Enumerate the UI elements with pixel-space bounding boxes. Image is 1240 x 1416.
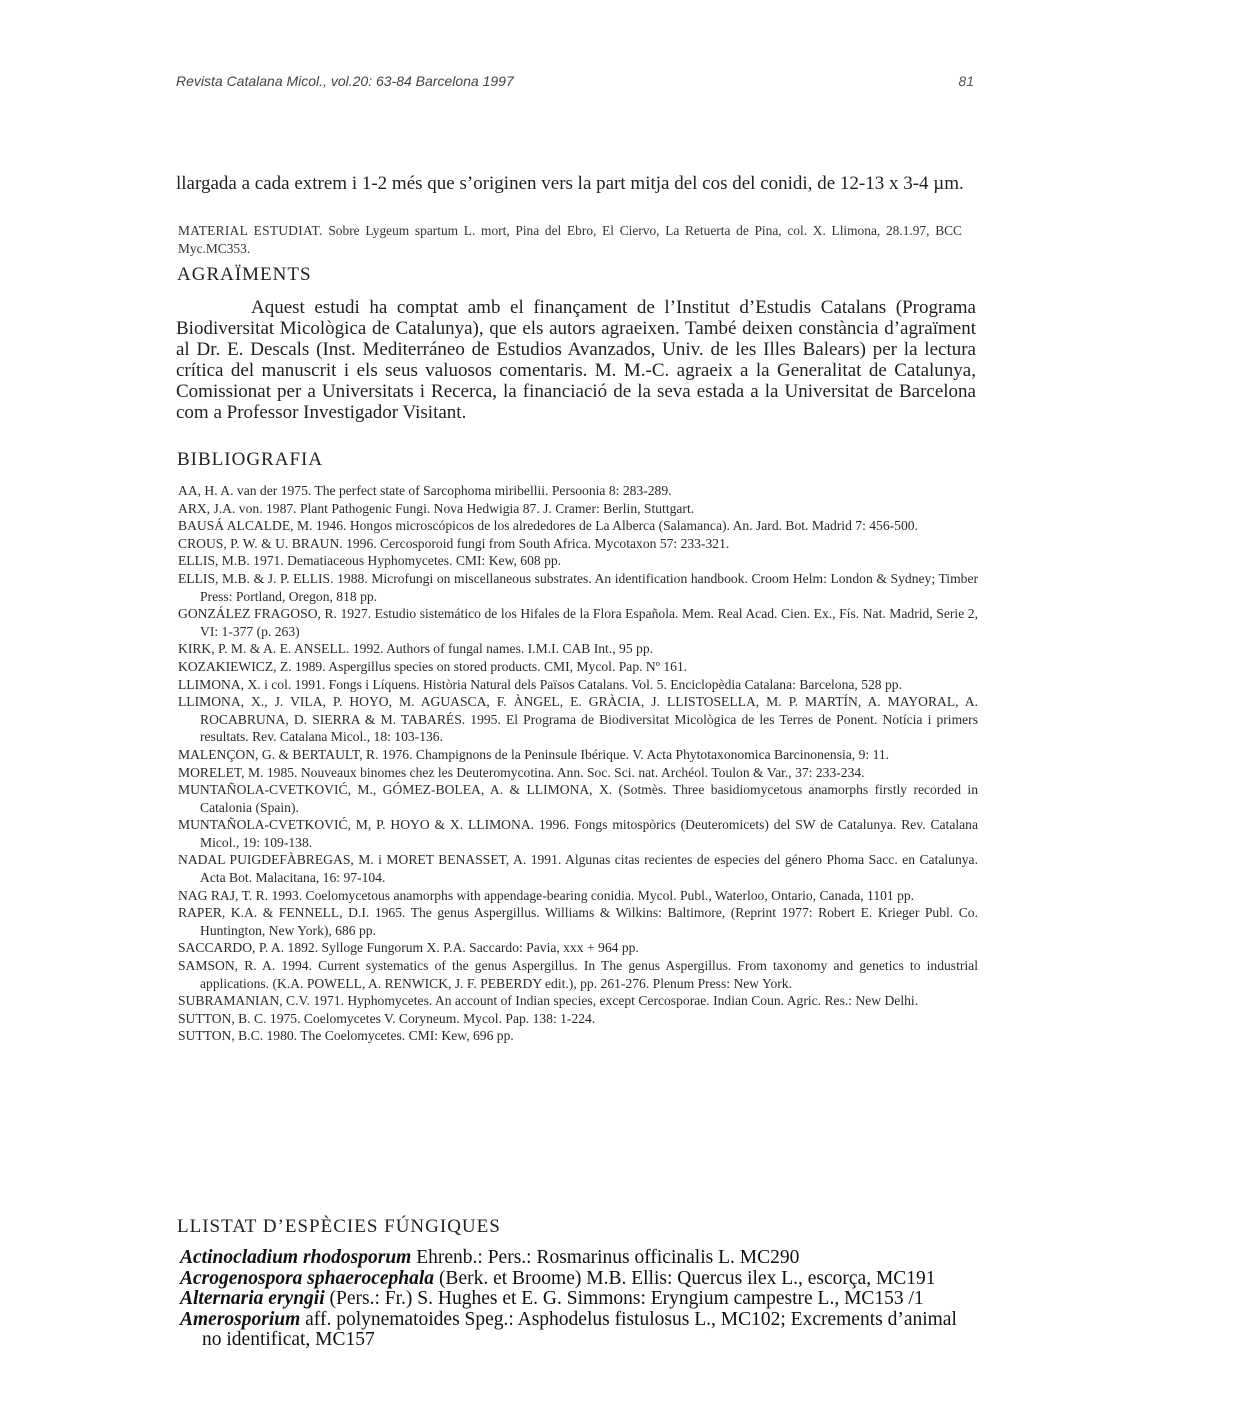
species-name: Alternaria eryngii <box>180 1288 325 1309</box>
acknowledgements-paragraph: Aquest estudi ha comptat amb el finançament de l’Institut d’Estudis Catalans (Programa Biodiversitat Micològica de Catalunya), que els autors agraeixen. També deixen constància d’agraïment al Dr. E. Descals (Inst. Mediterráneo de Estudios Avanzados, Univ. de les Illes Balears) per la lectura crítica del manuscrit i els seus valuosos comentaris. M. M.-C. agraeix a la Generalitat de Catalunya, Comissionat per a Universitats i Recerca, la financiació de la seva estada a la Universitat de Barcelona com a Professor Investigador Visitant. <box>176 297 976 423</box>
bibliography-entry: SAMSON, R. A. 1994. Current systematics of the genus Aspergillus. In The genus Aspergillus. From taxonomy and genetics to industrial applications. (K.A. POWELL, A. RENWICK, J. F. PEBERDY edit.), pp. 261-276. Plenum Press: New York. <box>178 958 978 991</box>
intro-paragraph: llargada a cada extrem i 1-2 més que s’originen vers la part mitja del cos del conidi, de 12-13 x 3-4 µm. <box>176 173 964 194</box>
species-details: (Pers.: Fr.) S. Hughes et E. G. Simmons: Eryngium campestre L., MC153 /1 <box>324 1288 924 1309</box>
species-details: (Berk. et Broome) M.B. Ellis: Quercus ilex L., escorça, MC191 <box>434 1267 936 1289</box>
bibliography-entry: SUTTON, B. C. 1975. Coelomycetes V. Coryneum. Mycol. Pap. 138: 1-224. <box>178 1010 596 1026</box>
species-name: Acrogenospora sphaerocephala <box>180 1267 435 1289</box>
bibliography-entry: LLIMONA, X., J. VILA, P. HOYO, M. AGUASCA, F. ÀNGEL, E. GRÀCIA, J. LLISTOSELLA, M. P. MARTÍN, A. MAYORAL, A. ROCABRUNA, D. SIERRA & M. TABARÉS. 1995. El Programa de Biodiversitat Micològica de les Terres de Ponent. Notícia i primers resultats. Rev. Catalana Micol., 18: 103-136. <box>178 694 978 745</box>
species-name: Actinocladium rhodosporum <box>180 1247 412 1268</box>
page-number: 81 <box>958 73 974 89</box>
bibliography-entry: SACCARDO, P. A. 1892. Sylloge Fungorum X. P.A. Saccardo: Pavia, xxx + 964 pp. <box>178 940 639 956</box>
species-entry <box>180 1310 980 1351</box>
journal-citation: Revista Catalana Micol., vol.20: 63-84 Barcelona 1997 <box>176 73 514 89</box>
bibliography-entry: ELLIS, M.B. & J. P. ELLIS. 1988. Microfungi on miscellaneous substrates. An identification handbook. Croom Helm: London & Sydney; Timber Press: Portland, Oregon, 818 pp. <box>178 570 978 604</box>
species-details: aff. polynematoides Speg.: Asphodelus fistulosus L., MC102; Excrements d’animal no identificat, MC157 <box>202 1308 957 1350</box>
species-entry <box>180 1289 980 1310</box>
bibliography-entry: ELLIS, M.B. 1971. Dematiaceous Hyphomycetes. CMI: Kew, 608 pp. <box>178 553 562 569</box>
bibliography-entry: KIRK, P. M. & A. E. ANSELL. 1992. Authors of fungal names. I.M.I. CAB Int., 95 pp. <box>178 641 654 657</box>
bibliography-entry: AA, H. A. van der 1975. The perfect state of Sarcophoma miribellii. Persoonia 8: 283-289. <box>178 483 672 498</box>
material-lead: MATERIAL ESTUDIAT. <box>178 223 323 238</box>
species-list <box>180 1248 980 1351</box>
bibliography-entry: MUNTAÑOLA-CVETKOVIĆ, M., GÓMEZ-BOLEA, A. & LLIMONA, X. (Sotmès. Three basidiomycetous anamorphs firstly recorded in Catalonia (Spain). <box>178 782 978 815</box>
material-estudiat <box>178 222 962 258</box>
bibliography-entry: MUNTAÑOLA-CVETKOVIĆ, M, P. HOYO & X. LLIMONA. 1996. Fongs mitospòrics (Deuteromicets) del SW de Catalunya. Rev. Catalana Micol., 19: 109-138. <box>178 817 978 850</box>
bibliography-entry: KOZAKIEWICZ, Z. 1989. Aspergillus species on stored products. CMI, Mycol. Pap. Nº 161. <box>178 658 688 674</box>
heading-bibliografia: BIBLIOGRAFIA <box>177 449 324 470</box>
bibliography-entry: RAPER, K.A. & FENNELL, D.I. 1965. The genus Aspergillus. Williams & Wilkins: Baltimore, (Reprint 1977: Robert E. Krieger Publ. Co. Huntington, New York), 686 pp. <box>178 905 978 938</box>
bibliography-entry: SUTTON, B.C. 1980. The Coelomycetes. CMI: Kew, 696 pp. <box>178 1028 514 1044</box>
species-entry <box>180 1269 980 1290</box>
heading-llistat-especies: LLISTAT D’ESPÈCIES FÚNGIQUES <box>177 1216 501 1237</box>
bibliography-entry: NADAL PUIGDEFÀBREGAS, M. i MORET BENASSET, A. 1991. Algunas citas recientes de especies del género Phoma Sacc. en Catalunya. Acta Bot. Malacitana, 16: 97-104. <box>178 852 978 886</box>
bibliography-list <box>178 482 978 1045</box>
bibliography-entry: MALENÇON, G. & BERTAULT, R. 1976. Champignons de la Peninsule Ibérique. V. Acta Phytotaxonomica Barcinonensia, 9: 11. <box>178 746 890 762</box>
bibliography-entry: CROUS, P. W. & U. BRAUN. 1996. Cercosporoid fungi from South Africa. Mycotaxon 57: 233-321. <box>178 535 730 551</box>
bibliography-entry: GONZÁLEZ FRAGOSO, R. 1927. Estudio sistemático de los Hifales de la Flora Española. Mem. Real Acad. Cien. Ex., Fís. Nat. Madrid, Serie 2, VI: 1-377 (p. 263) <box>178 606 978 639</box>
material-text: Sobre Lygeum spartum L. mort, Pina del Ebro, El Ciervo, La Retuerta de Pina, col. X. Llimona, 28.1.97, BCC Myc.MC353. <box>178 223 962 256</box>
bibliography-entry: NAG RAJ, T. R. 1993. Coelomycetous anamorphs with appendage-bearing conidia. Mycol. Publ., Waterloo, Ontario, Canada, 1101 pp. <box>178 887 915 903</box>
bibliography-entry: BAUSÁ ALCALDE, M. 1946. Hongos microscópicos de los alrededores de La Alberca (Salamanca). An. Jard. Bot. Madrid 7: 456-500. <box>178 518 918 534</box>
bibliography-entry: LLIMONA, X. i col. 1991. Fongs i Líquens. Història Natural dels Països Catalans. Vol. 5. Enciclopèdia Catalana: Barcelona, 528 pp. <box>178 676 902 692</box>
species-name: Amerosporium <box>180 1308 301 1330</box>
running-header <box>176 73 974 89</box>
species-details: Ehrenb.: Pers.: Rosmarinus officinalis L. MC290 <box>411 1247 800 1268</box>
bibliography-entry: SUBRAMANIAN, C.V. 1971. Hyphomycetes. An account of Indian species, except Cercosporae. Indian Coun. Agric. Res.: New Delhi. <box>178 993 919 1009</box>
bibliography-entry: ARX, J.A. von. 1987. Plant Pathogenic Fungi. Nova Hedwigia 87. J. Cramer: Berlin, Stuttgart. <box>178 500 695 516</box>
heading-agraiments: AGRAÏMENTS <box>177 264 312 285</box>
bibliography-entry: MORELET, M. 1985. Nouveaux binomes chez les Deuteromycotina. Ann. Soc. Sci. nat. Archéol. Toulon & Var., 37: 233-234. <box>178 764 865 780</box>
species-entry <box>180 1248 980 1269</box>
